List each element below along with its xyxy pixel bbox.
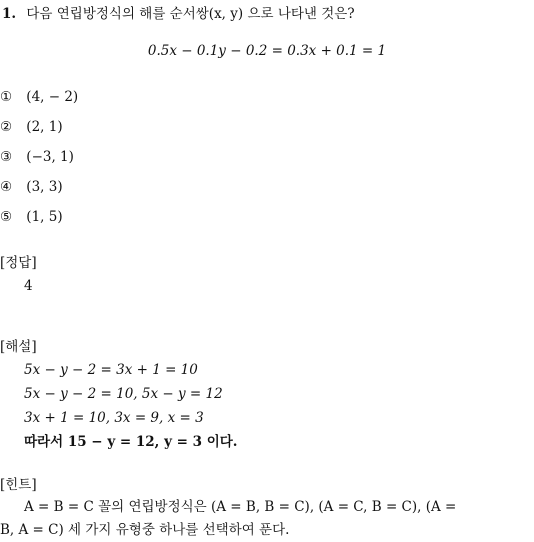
hint-heading: [힌트] — [0, 477, 37, 493]
solution-line-3: 3x + 1 = 10, 3x = 9, x = 3 — [24, 410, 204, 426]
choice-2-text: (2, 1) — [26, 119, 63, 135]
solution-line-1: 5x − y − 2 = 3x + 1 = 10 — [24, 362, 198, 378]
choice-3-mark: ③ — [0, 149, 13, 165]
choice-2-mark: ② — [0, 119, 13, 135]
choice-5-text: (1, 5) — [26, 209, 63, 225]
solution-heading: [해설] — [0, 339, 37, 355]
choice-4[interactable] — [0, 178, 63, 196]
question-header — [2, 5, 355, 23]
equation: 0.5x − 0.1y − 0.2 = 0.3x + 0.1 = 1 — [147, 43, 387, 59]
solution-line-2: 5x − y − 2 = 10, 5x − y = 12 — [24, 386, 223, 402]
question-stem: 다음 연립방정식의 해를 순서쌍(x, y) 으로 나타낸 것은? — [26, 6, 355, 22]
choice-4-mark: ④ — [0, 179, 13, 195]
answer-value: 4 — [24, 278, 33, 294]
solution-line-4: 따라서 15 − y = 12, y = 3 이다. — [24, 434, 238, 450]
choice-1[interactable] — [0, 88, 78, 106]
choice-1-text: (4, − 2) — [26, 89, 79, 105]
choice-1-mark: ① — [0, 89, 13, 105]
hint-line-1: A = B = C 꼴의 연립방정식은 (A = B, B = C), (A = C, B = C), (A = — [24, 499, 457, 515]
choice-4-text: (3, 3) — [26, 179, 63, 195]
choice-2[interactable] — [0, 118, 63, 136]
choice-3-text: (−3, 1) — [26, 149, 74, 165]
answer-heading: [정답] — [0, 255, 37, 271]
hint-line-2: B, A = C) 세 가지 유형중 하나를 선택하여 푼다. — [0, 522, 290, 538]
choice-5[interactable] — [0, 208, 63, 226]
choice-3[interactable] — [0, 148, 74, 166]
question-number: 1. — [2, 6, 17, 22]
choice-5-mark: ⑤ — [0, 209, 13, 225]
